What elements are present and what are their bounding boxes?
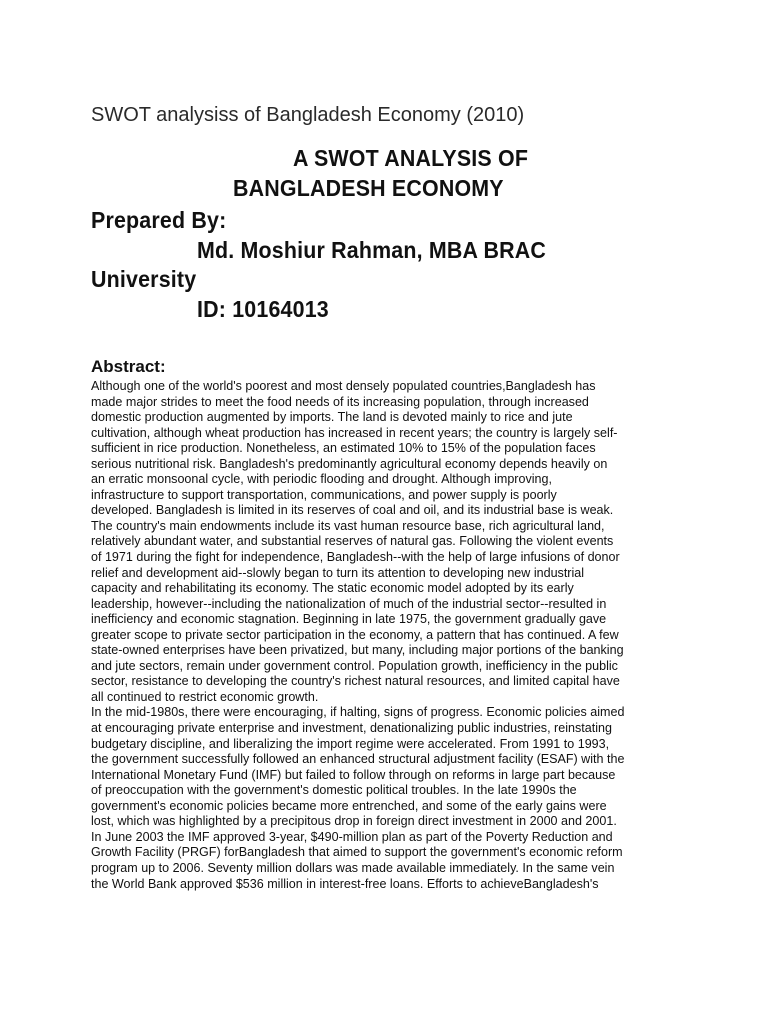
body-line: an erratic monsoonal cycle, with periodic flooding and drought. Although improving, (91, 471, 552, 487)
body-line: Growth Facility (PRGF) forBangladesh that aimed to support the government's economic reform (91, 844, 623, 860)
body-line: cultivation, although wheat production has increased in recent years; the country is largely self- (91, 424, 618, 440)
body-line: International Monetary Fund (IMF) but failed to follow through on reforms in large part because (91, 766, 616, 782)
body-line: capacity and rehabilitating its economy. The static economic model adopted by its early (91, 580, 574, 596)
body-line: greater scope to private sector participation in the economy, a pattern that has continued. A few (91, 626, 619, 642)
body-line: the World Bank approved $536 million in interest-free loans. Efforts to achieveBangladesh's (91, 875, 599, 891)
heading-author-continued: University (91, 266, 197, 292)
body-line: The country's main endowments include its vast human resource base, rich agricultural land, (91, 517, 605, 533)
body-line: relief and development aid--slowly began to turn its attention to developing new industrial (91, 564, 585, 580)
heading-line-1: A SWOT ANALYSIS OF (293, 145, 529, 171)
body-line: infrastructure to support transportation, communications, and power supply is poorly (91, 486, 557, 502)
abstract-body (91, 378, 681, 891)
heading-author: Md. Moshiur Rahman, MBA BRAC (197, 237, 547, 263)
body-line: developed. Bangladesh is limited in its reserves of coal and oil, and its industrial base is weak. (91, 502, 614, 518)
body-line: In the mid-1980s, there were encouraging, if halting, signs of progress. Economic policies aimed (91, 704, 625, 720)
body-line: government's economic policies became more entrenched, and some of the early gains were (91, 797, 607, 813)
body-line: budgetary discipline, and liberalizing the import regime were accelerated. From 1991 to 1993, (91, 735, 610, 751)
body-line: all continued to restrict economic growth. (91, 688, 319, 704)
body-line: and jute sectors, remain under government control. Population growth, inefficiency in the public (91, 657, 618, 673)
body-line: of 1971 during the fight for independence, Bangladesh--with the help of large infusions of donor (91, 549, 620, 565)
body-line: at encouraging private enterprise and investment, denationalizing public industries, reinstating (91, 720, 612, 736)
body-line: of preoccupation with the government's domestic political troubles. In the late 1990s the (91, 782, 577, 798)
body-line: sector, resistance to developing the country's richest natural resources, and limited capital have (91, 673, 620, 689)
body-line: lost, which was highlighted by a precipitous drop in foreign direct investment in 2000 and 2001. (91, 813, 617, 829)
abstract-heading: Abstract: (91, 357, 166, 376)
body-line: sufficient in rice production. Nonetheless, an estimated 10% to 15% of the population faces (91, 440, 596, 456)
heading-line-2: BANGLADESH ECONOMY (233, 175, 504, 201)
body-line: made major strides to meet the food needs of its increasing population, through increased (91, 393, 589, 409)
body-line: relatively abundant water, and substantial reserves of natural gas. Following the violent events (91, 533, 614, 549)
body-line: domestic production augmented by imports. The land is devoted mainly to rice and jute (91, 409, 573, 425)
document-title: SWOT analysiss of Bangladesh Economy (2010) (91, 104, 525, 126)
body-line: Although one of the world's poorest and most densely populated countries,Bangladesh has (91, 378, 596, 393)
heading-student-id: ID: 10164013 (197, 296, 329, 322)
body-line: In June 2003 the IMF approved 3-year, $490-million plan as part of the Poverty Reduction and (91, 828, 613, 844)
body-line: inefficiency and economic stagnation. Beginning in late 1975, the government gradually gave (91, 611, 607, 627)
body-line: state-owned enterprises have been privatized, but many, including major portions of the banking (91, 642, 624, 658)
heading-prepared-by: Prepared By: (91, 207, 227, 233)
body-line: leadership, however--including the nationalization of much of the industrial sector--resulted in (91, 595, 607, 611)
body-line: serious nutritional risk. Bangladesh's predominantly agricultural economy depends heavily on (91, 455, 608, 471)
body-line: the government successfully followed an enhanced structural adjustment facility (ESAF) with the (91, 751, 625, 767)
body-line: program up to 2006. Seventy million dollars was made available immediately. In the same vein (91, 859, 615, 875)
